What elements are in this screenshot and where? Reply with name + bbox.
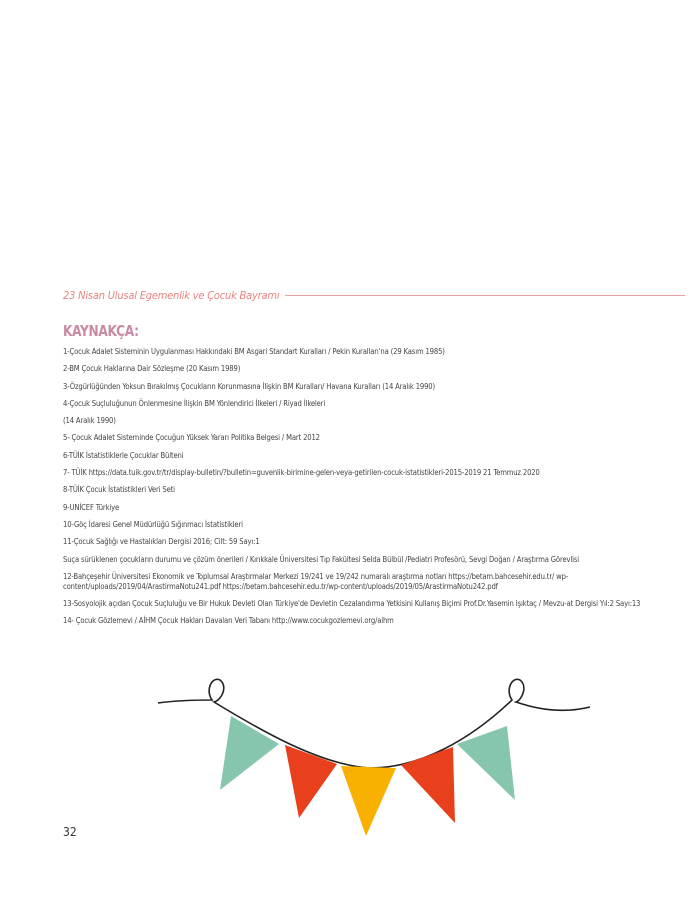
reference-item: 9-UNİCEF Türkiye [63, 502, 120, 512]
header-title: 23 Nisan Ulusal Egemenlik ve Çocuk Bayramı [63, 289, 280, 302]
pennant-yellow [341, 766, 396, 836]
reference-item: 5- Çocuk Adalet Sisteminde Çocuğun Yüksek Yararı Politika Belgesi / Mart 2012 [63, 433, 320, 443]
reference-item: 11-Çocuk Sağlığı ve Hastalıkları Dergisi 2016; Cilt: 59 Sayı:1 [63, 537, 260, 547]
reference-item: 10-Göç İdaresi Genel Müdürlüğü Sığınmacı İstatistikleri [63, 519, 243, 529]
reference-item: 12-Bahçeşehir Üniversitesi Ekonomik ve Toplumsal Araştırmalar Merkezi 19/241 ve 19/242 numaralı araştırma notları https://betam.bahcesehir.edu.tr/ wp-content/uploads/2019/04/ArastirmaNotu241.pdf https://betam.bahcesehir.edu.tr/wp-content/uploads/2019/05/ArastirmaNotu242.pdf [63, 571, 569, 591]
page-number: 32 [63, 825, 77, 839]
reference-item: 13-Sosyolojik açıdan Çocuk Suçluluğu ve Bir Hukuk Devleti Olan Türkiye'de Devletin Cezalandırma Yetkisini Kullanış Biçimi Prof.Dr.Yasemin Işıktaç / Mevzu-at Dergisi Yıl:2 Sayı:13 [63, 599, 641, 609]
reference-item: 1-Çocuk Adalet Sisteminin Uygulanması Hakkındaki BM Asgari Standart Kuralları / Pekin Kuralları'na (29 Kasım 1985) [63, 347, 445, 356]
bunting-string [158, 679, 590, 768]
reference-item: 2-BM Çocuk Haklarına Dair Sözleşme (20 Kasım 1989) [63, 364, 241, 374]
reference-item: Suça sürüklenen çocukların durumu ve çözüm önerileri / Kırıkkale Üniversitesi Tıp Fakültesi Selda Bülbül /Pediatri Profesörü, Sevgi Doğan / Araştırma Görevlisi [63, 554, 580, 564]
reference-item: 4-Çocuk Suçluluğunun Önlenmesine İlişkin BM Yönlendirici İlkeleri / Riyad İlkeleri [63, 398, 326, 408]
reference-item: 7- TÜİK https://data.tuik.gov.tr/tr/display-bulletin/?bulletin=guvenlik-birimine-gelen-veya-getirilen-cocuk-istatistikleri-2015-2019 21 Temmuz 2020 [63, 468, 540, 478]
reference-item: 3-Özgürlüğünden Yoksun Bırakılmış Çocukların Korunmasına İlişkin BM Kuralları/ Havana Kuralları (14 Aralık 1990) [63, 381, 435, 391]
reference-item: 14- Çocuk Gözlemevi / AİHM Çocuk Hakları Davaları Veri Tabanı http://www.cocukgozlemevi.org/aihm [63, 616, 394, 626]
pennant-red-left [285, 745, 337, 818]
pennant-green-left [220, 716, 279, 790]
reference-item: 6-TÜİK İstatistiklerle Çocuklar Bülteni [63, 450, 184, 460]
references-title: KAYNAKÇA: [63, 322, 139, 340]
reference-item: 8-TÜİK Çocuk İstatistikleri Veri Seti [63, 485, 175, 495]
reference-item: (14 Aralık 1990) [63, 416, 116, 426]
pennant-red-right [401, 747, 455, 823]
